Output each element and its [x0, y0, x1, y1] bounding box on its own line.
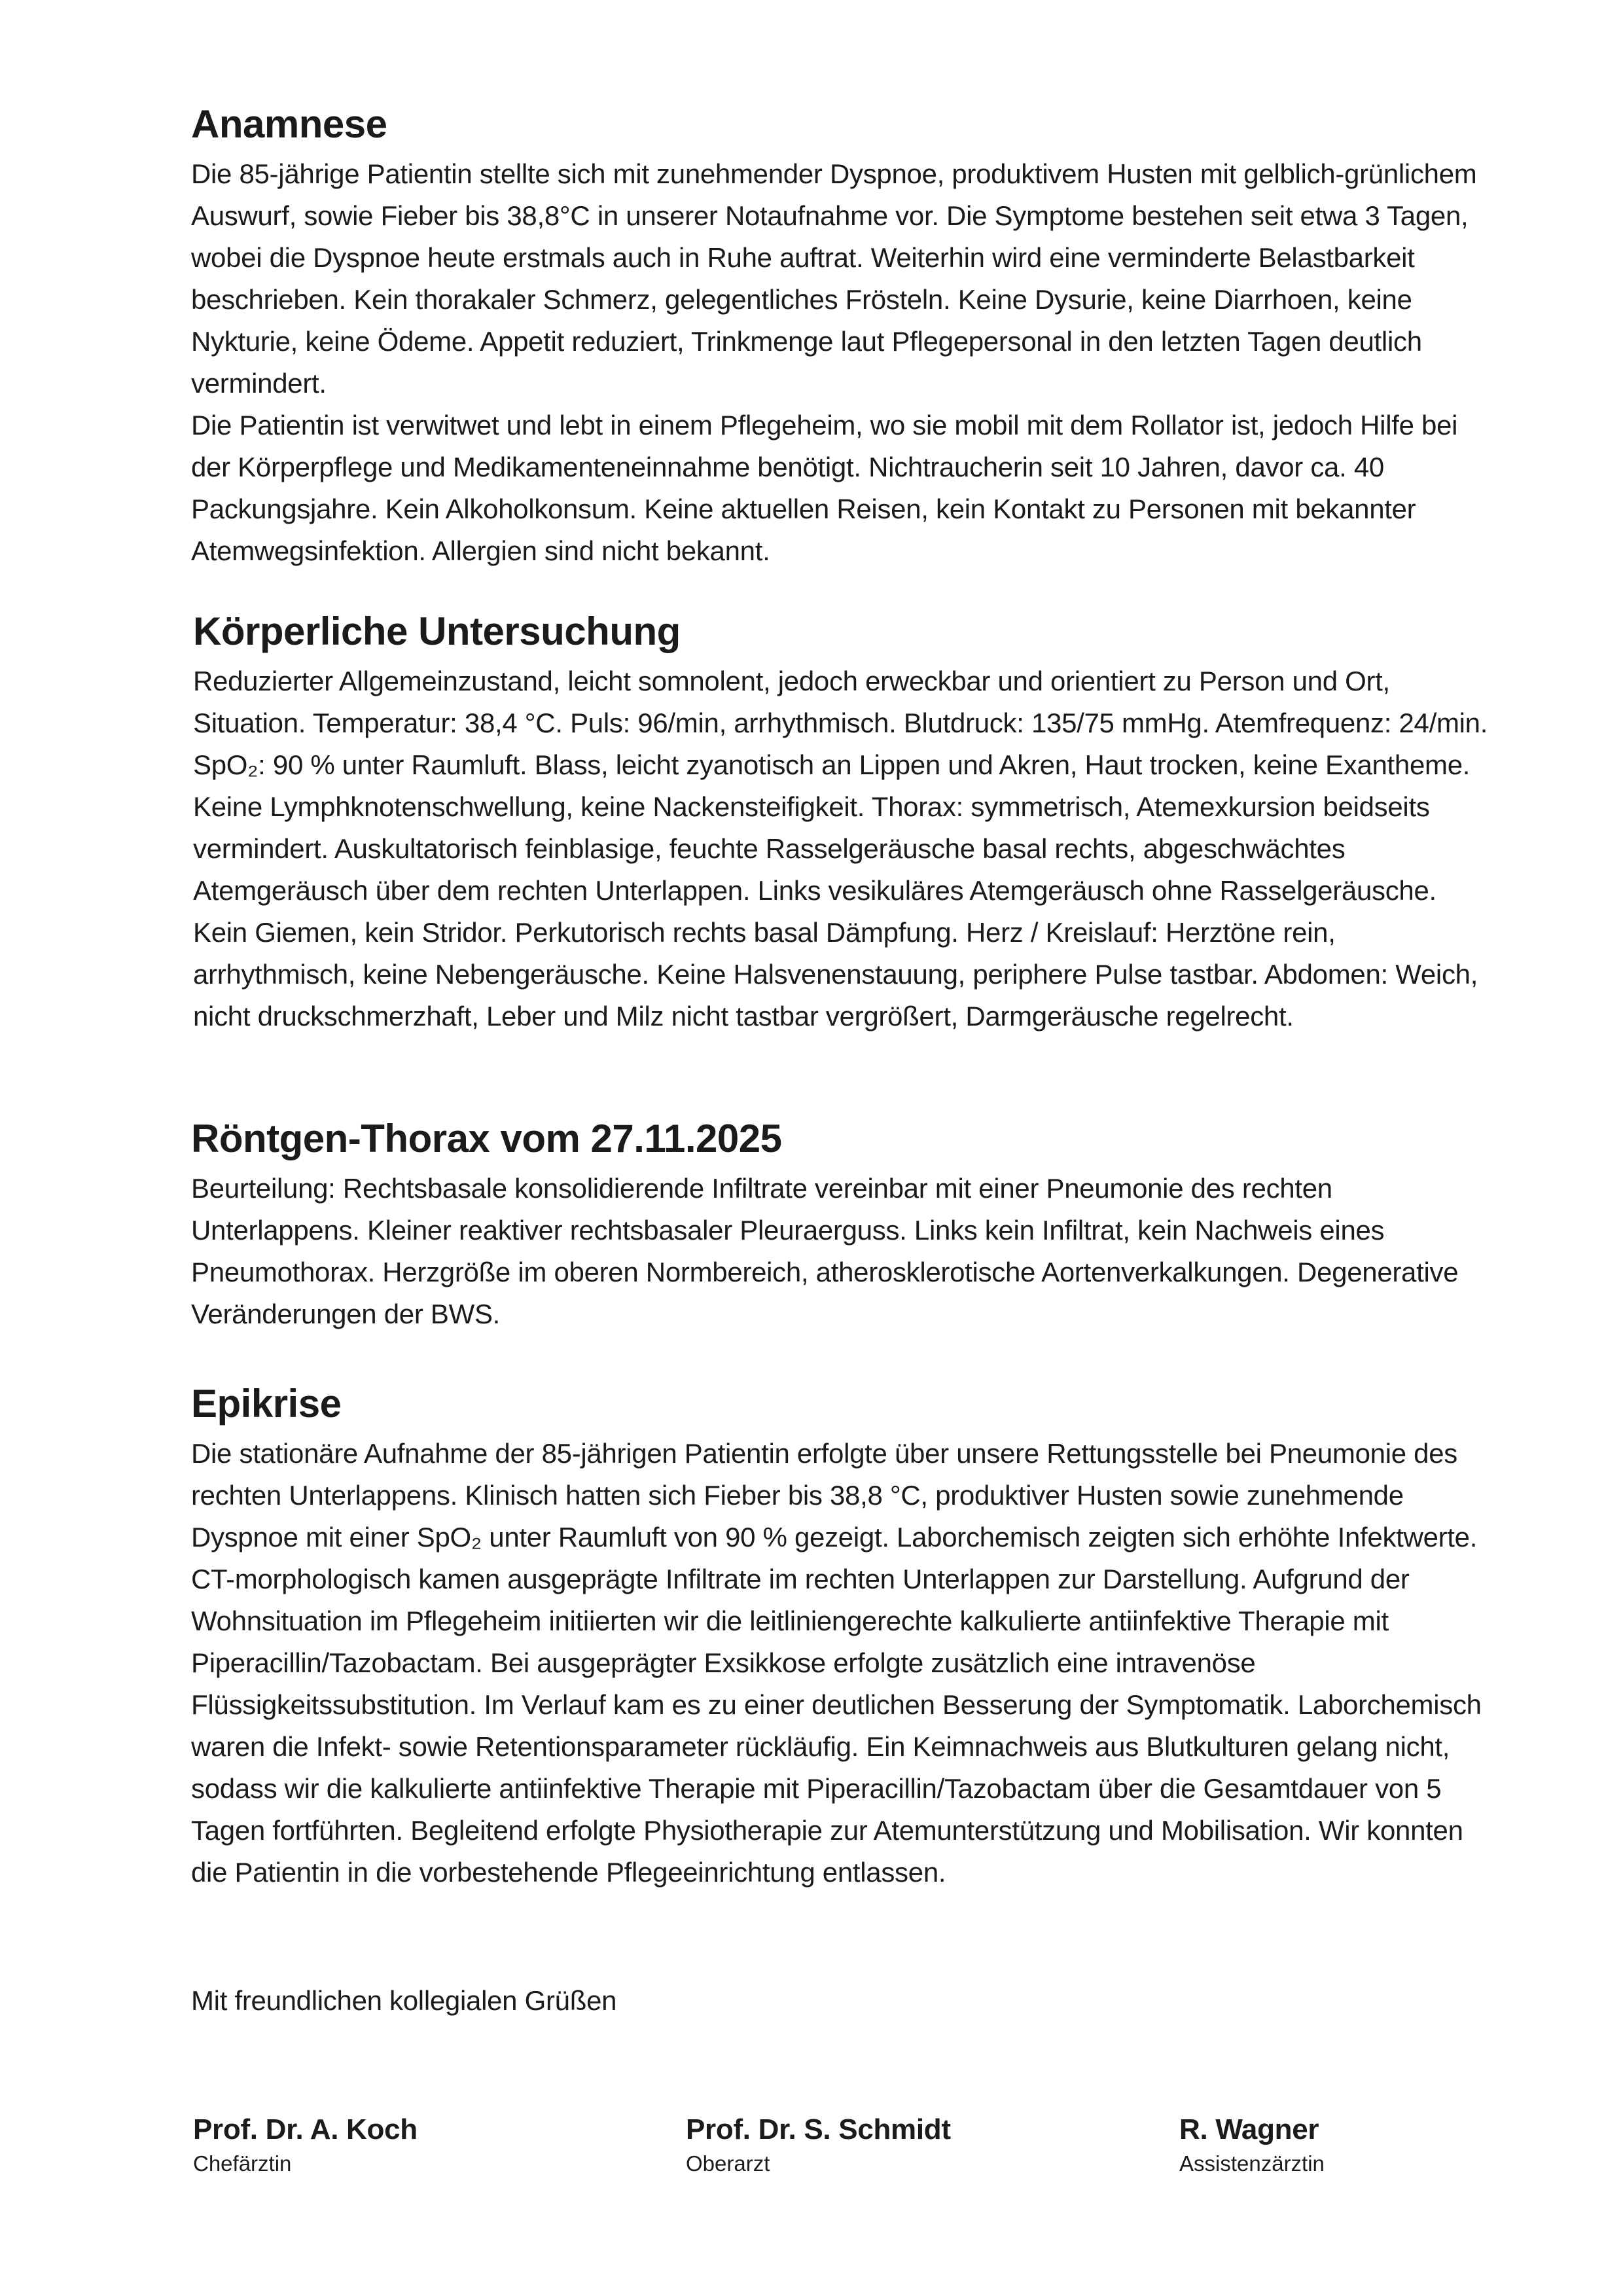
anamnese-paragraph-2: Die Patientin ist verwitwet und lebt in einem Pflegeheim, wo sie mobil mit dem Rollator ist, jedoch Hilfe bei der Körperpflege und Medikamenteneinnahme benötigt. Nichtraucherin seit 10 Jahren, davor ca. 40 Packungsjahre. Kein Alkoholkonsum. Keine aktuellen Reisen, kein Kontakt zu Personen mit bekannter Atemwegsinfektion. Allergien sind nicht bekannt. [191, 410, 1458, 566]
anamnese-paragraph-1: Die 85-jährige Patientin stellte sich mit zunehmender Dyspnoe, produktivem Husten mit gelblich-grünlichem Auswurf, sowie Fieber bis 38,8°C in unserer Notaufnahme vor. Die Symptome bestehen seit etwa 3 Tagen, wobei die Dyspnoe heute erstmals auch in Ruhe auftrat. Weiterhin wird eine verminderte Belastbarkeit beschrieben. Kein thorakaler Schmerz, gelegentliches Frösteln. Keine Dysurie, keine Diarrhoen, keine Nykturie, keine Ödeme. Appetit reduziert, Trinkmenge laut Pflegepersonal in den letzten Tagen deutlich vermindert. [191, 158, 1477, 399]
signature-role: Assistenzärztin [1179, 2151, 1325, 2176]
untersuchung-paragraph: Reduzierter Allgemeinzustand, leicht somnolent, jedoch erweckbar und orientiert zu Person und Ort, Situation. Temperatur: 38,4 °C. Puls: 96/min, arrhythmisch. Blutdruck: 135/75 mmHg. Atemfrequenz: 24/min. SpO₂: 90 % unter Raumluft. Blass, leicht zyanotisch an Lippen und Akren, Haut trocken, keine Exantheme. Keine Lymphknotenschwellung, keine Nackensteifigkeit. Thorax: symmetrisch, Atemexkursion beidseits vermindert. Auskultatorisch feinblasige, feuchte Rasselgeräusche basal rechts, abgeschwächtes Atemgeräusch über dem rechten Unterlappen. Links vesikuläres Atemgeräusch ohne Rasselgeräusche. Kein Giemen, kein Stridor. Perkutorisch rechts basal Dämpfung. Herz / Kreislauf: Herztöne rein, arrhythmisch, keine Nebengeräusche. Keine Halsvenenstauung, periphere Pulse tastbar. Abdomen: Weich, nicht druckschmerzhaft, Leber und Milz nicht tastbar vergrößert, Darmgeräusche regelrecht. [193, 666, 1488, 1031]
epikrise-paragraph: Die stationäre Aufnahme der 85-jährigen Patientin erfolgte über unsere Rettungsstelle bei Pneumonie des rechten Unterlappens. Klinisch hatten sich Fieber bis 38,8 °C, produktiver Husten sowie zunehmende Dyspnoe mit einer SpO₂ unter Raumluft von 90 % gezeigt. Laborchemisch zeigten sich erhöhte Infektwerte. CT-morphologisch kamen ausgeprägte Infiltrate im rechten Unterlappen zur Darstellung. Aufgrund der Wohnsituation im Pflegeheim initiierten wir die leitliniengerechte kalkulierte antiinfektive Therapie mit Piperacillin/Tazobactam. Bei ausgeprägter Exsikkose erfolgte zusätzlich eine intravenöse Flüssigkeitssubstitution. Im Verlauf kam es zu einer deutlichen Besserung der Symptomatik. Laborchemisch waren die Infekt- sowie Retentionsparameter rückläufig. Ein Keimnachweis aus Blutkulturen gelang nicht, sodass wir die kalkulierte antiinfektive Therapie mit Piperacillin/Tazobactam über die Gesamtdauer von 5 Tagen fortführten. Begleitend erfolgte Physiotherapie zur Atemunterstützung und Mobilisation. Wir konnten die Patientin in die vorbestehende Pflegeeinrichtung entlassen. [191, 1438, 1482, 1888]
section-anamnese [191, 98, 1487, 572]
section-title-roentgen-thorax: Röntgen-Thorax vom 27.11.2025 [191, 1117, 782, 1160]
signature-name: Prof. Dr. A. Koch [193, 2113, 418, 2145]
roentgen-paragraph: Beurteilung: Rechtsbasale konsolidierende Infiltrate vereinbar mit einer Pneumonie des rechten Unterlappens. Kleiner reaktiver rechtsbasaler Pleuraerguss. Links kein Infiltrat, kein Nachweis eines Pneumothorax. Herzgröße im oberen Normbereich, atherosklerotische Aortenverkalkungen. Degenerative Veränderungen der BWS. [191, 1173, 1459, 1329]
closing-greeting: Mit freundlichen kollegialen Grüßen [191, 1985, 617, 2016]
section-epikrise [191, 1378, 1487, 1893]
signature-role: Chefärztin [193, 2151, 292, 2176]
section-title-anamnese: Anamnese [191, 102, 387, 146]
signature-block [193, 2111, 418, 2179]
signature-name: Prof. Dr. S. Schmidt [686, 2113, 951, 2145]
signature-role: Oberarzt [686, 2151, 770, 2176]
signature-block [686, 2111, 951, 2179]
signature-block [1179, 2111, 1325, 2179]
section-koerperliche-untersuchung [193, 605, 1489, 1037]
section-roentgen-thorax [191, 1113, 1487, 1335]
signature-name: R. Wagner [1179, 2113, 1319, 2145]
section-title-epikrise: Epikrise [191, 1382, 342, 1426]
section-title-koerperliche-untersuchung: Körperliche Untersuchung [193, 609, 681, 653]
